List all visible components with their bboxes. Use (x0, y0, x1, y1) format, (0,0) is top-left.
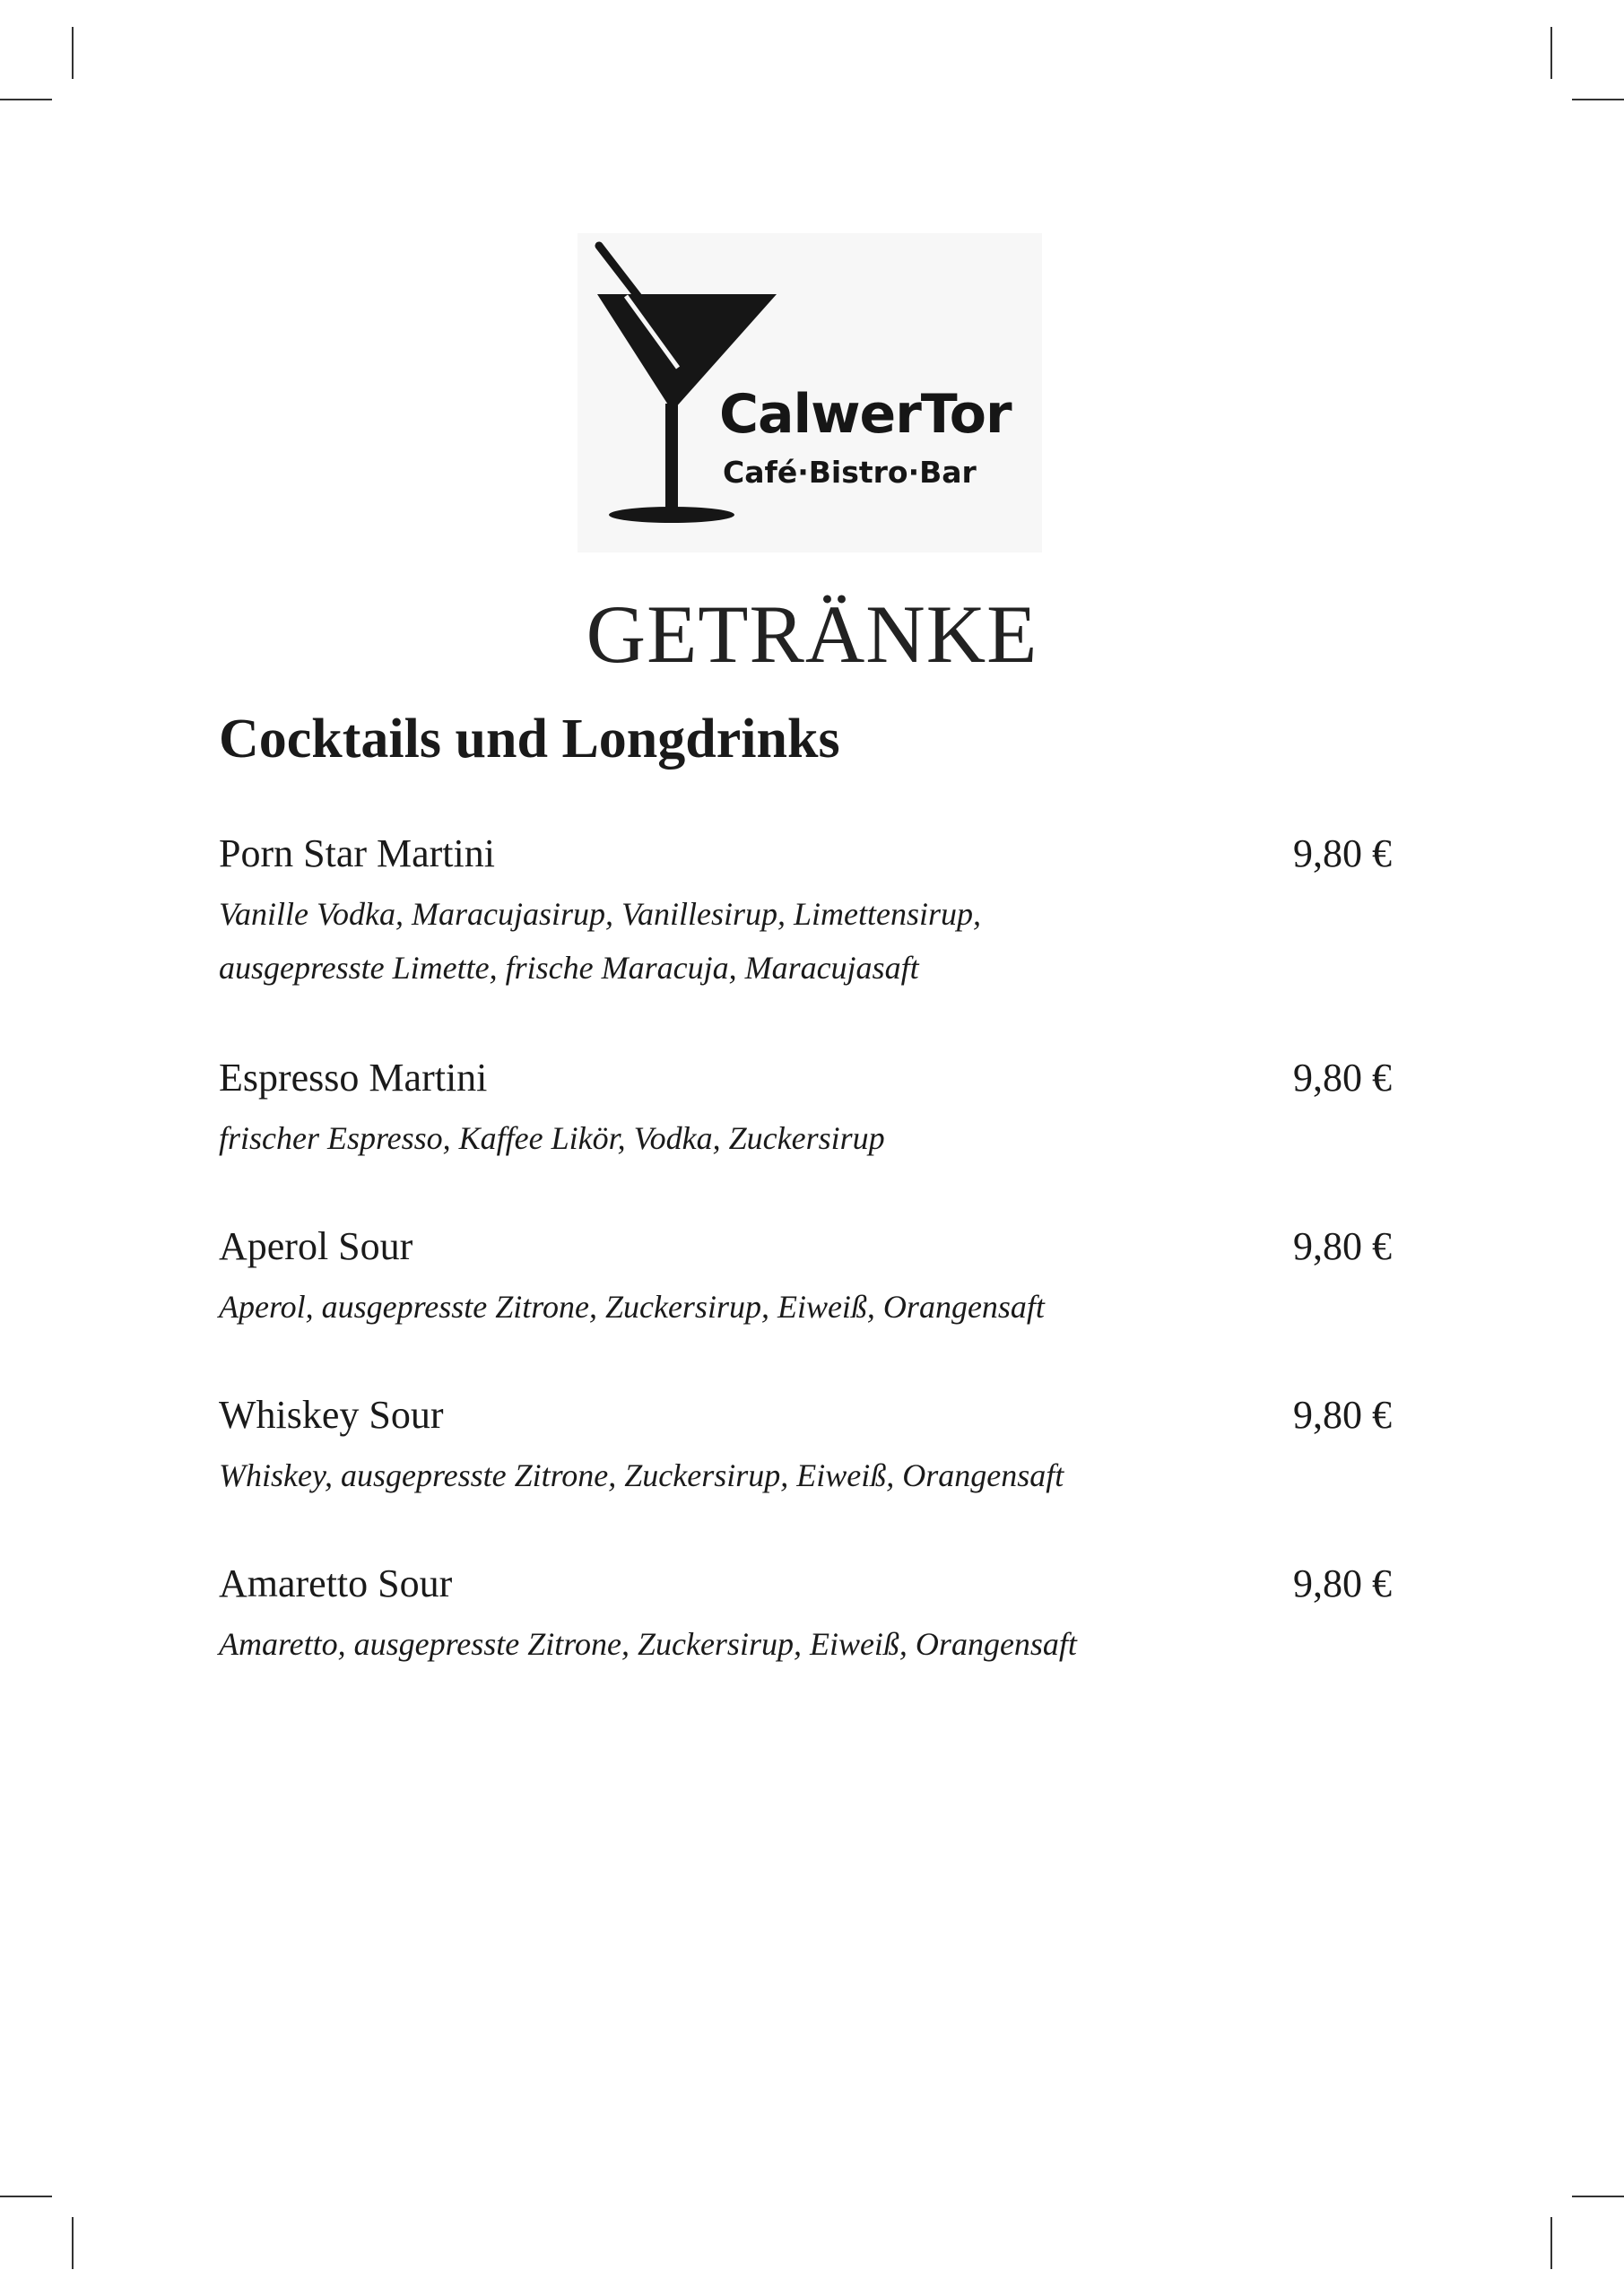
brand-logo (578, 233, 1042, 552)
crop-mark-bottom-left-horizontal (0, 2196, 52, 2197)
item-name: Whiskey Sour (219, 1393, 444, 1437)
crop-mark-bottom-right-vertical (1550, 2217, 1552, 2269)
menu-item (219, 1218, 1403, 1387)
item-description-line: ausgepresste Limette, frische Maracuja, Maracujasaft (219, 950, 919, 986)
item-description-line: Aperol, ausgepresste Zitrone, Zuckersirup, Eiweiß, Orangensaft (219, 1289, 1045, 1325)
item-price: 9,80 € (1293, 1561, 1392, 1605)
crop-mark-bottom-left-vertical (72, 2217, 74, 2269)
item-name: Aperol Sour (219, 1224, 413, 1268)
crop-mark-top-left-horizontal (0, 99, 52, 100)
page-title: GETRÄNKE (586, 588, 1038, 680)
item-description-line: frischer Espresso, Kaffee Likör, Vodka, Zuckersirup (219, 1120, 885, 1156)
section-title: Cocktails und Longdrinks (219, 709, 840, 770)
crop-mark-top-left-vertical (72, 27, 74, 79)
item-price: 9,80 € (1293, 1224, 1392, 1268)
menu-item (219, 1049, 1403, 1218)
menu-item (219, 1387, 1403, 1555)
crop-mark-top-right-vertical (1550, 27, 1552, 79)
crop-mark-top-right-horizontal (1572, 99, 1624, 100)
item-description-line: Vanille Vodka, Maracujasirup, Vanillesirup, Limettensirup, (219, 896, 981, 932)
menu-list (219, 825, 1403, 1724)
logo-tagline: Café·Bistro·Bar (723, 455, 977, 490)
item-price: 9,80 € (1293, 1056, 1392, 1100)
item-description-line: Whiskey, ausgepresste Zitrone, Zuckersirup, Eiweiß, Orangensaft (219, 1457, 1064, 1493)
logo-name: CalwerTor (719, 383, 1012, 446)
menu-item (219, 1555, 1403, 1724)
item-price: 9,80 € (1293, 1393, 1392, 1437)
item-description-line: Amaretto, ausgepresste Zitrone, Zuckersirup, Eiweiß, Orangensaft (219, 1626, 1077, 1662)
menu-item (219, 825, 1403, 1049)
item-name: Espresso Martini (219, 1056, 488, 1100)
item-name: Amaretto Sour (219, 1561, 453, 1605)
item-name: Porn Star Martini (219, 831, 495, 875)
crop-mark-bottom-right-horizontal (1572, 2196, 1624, 2197)
item-price: 9,80 € (1293, 831, 1392, 875)
